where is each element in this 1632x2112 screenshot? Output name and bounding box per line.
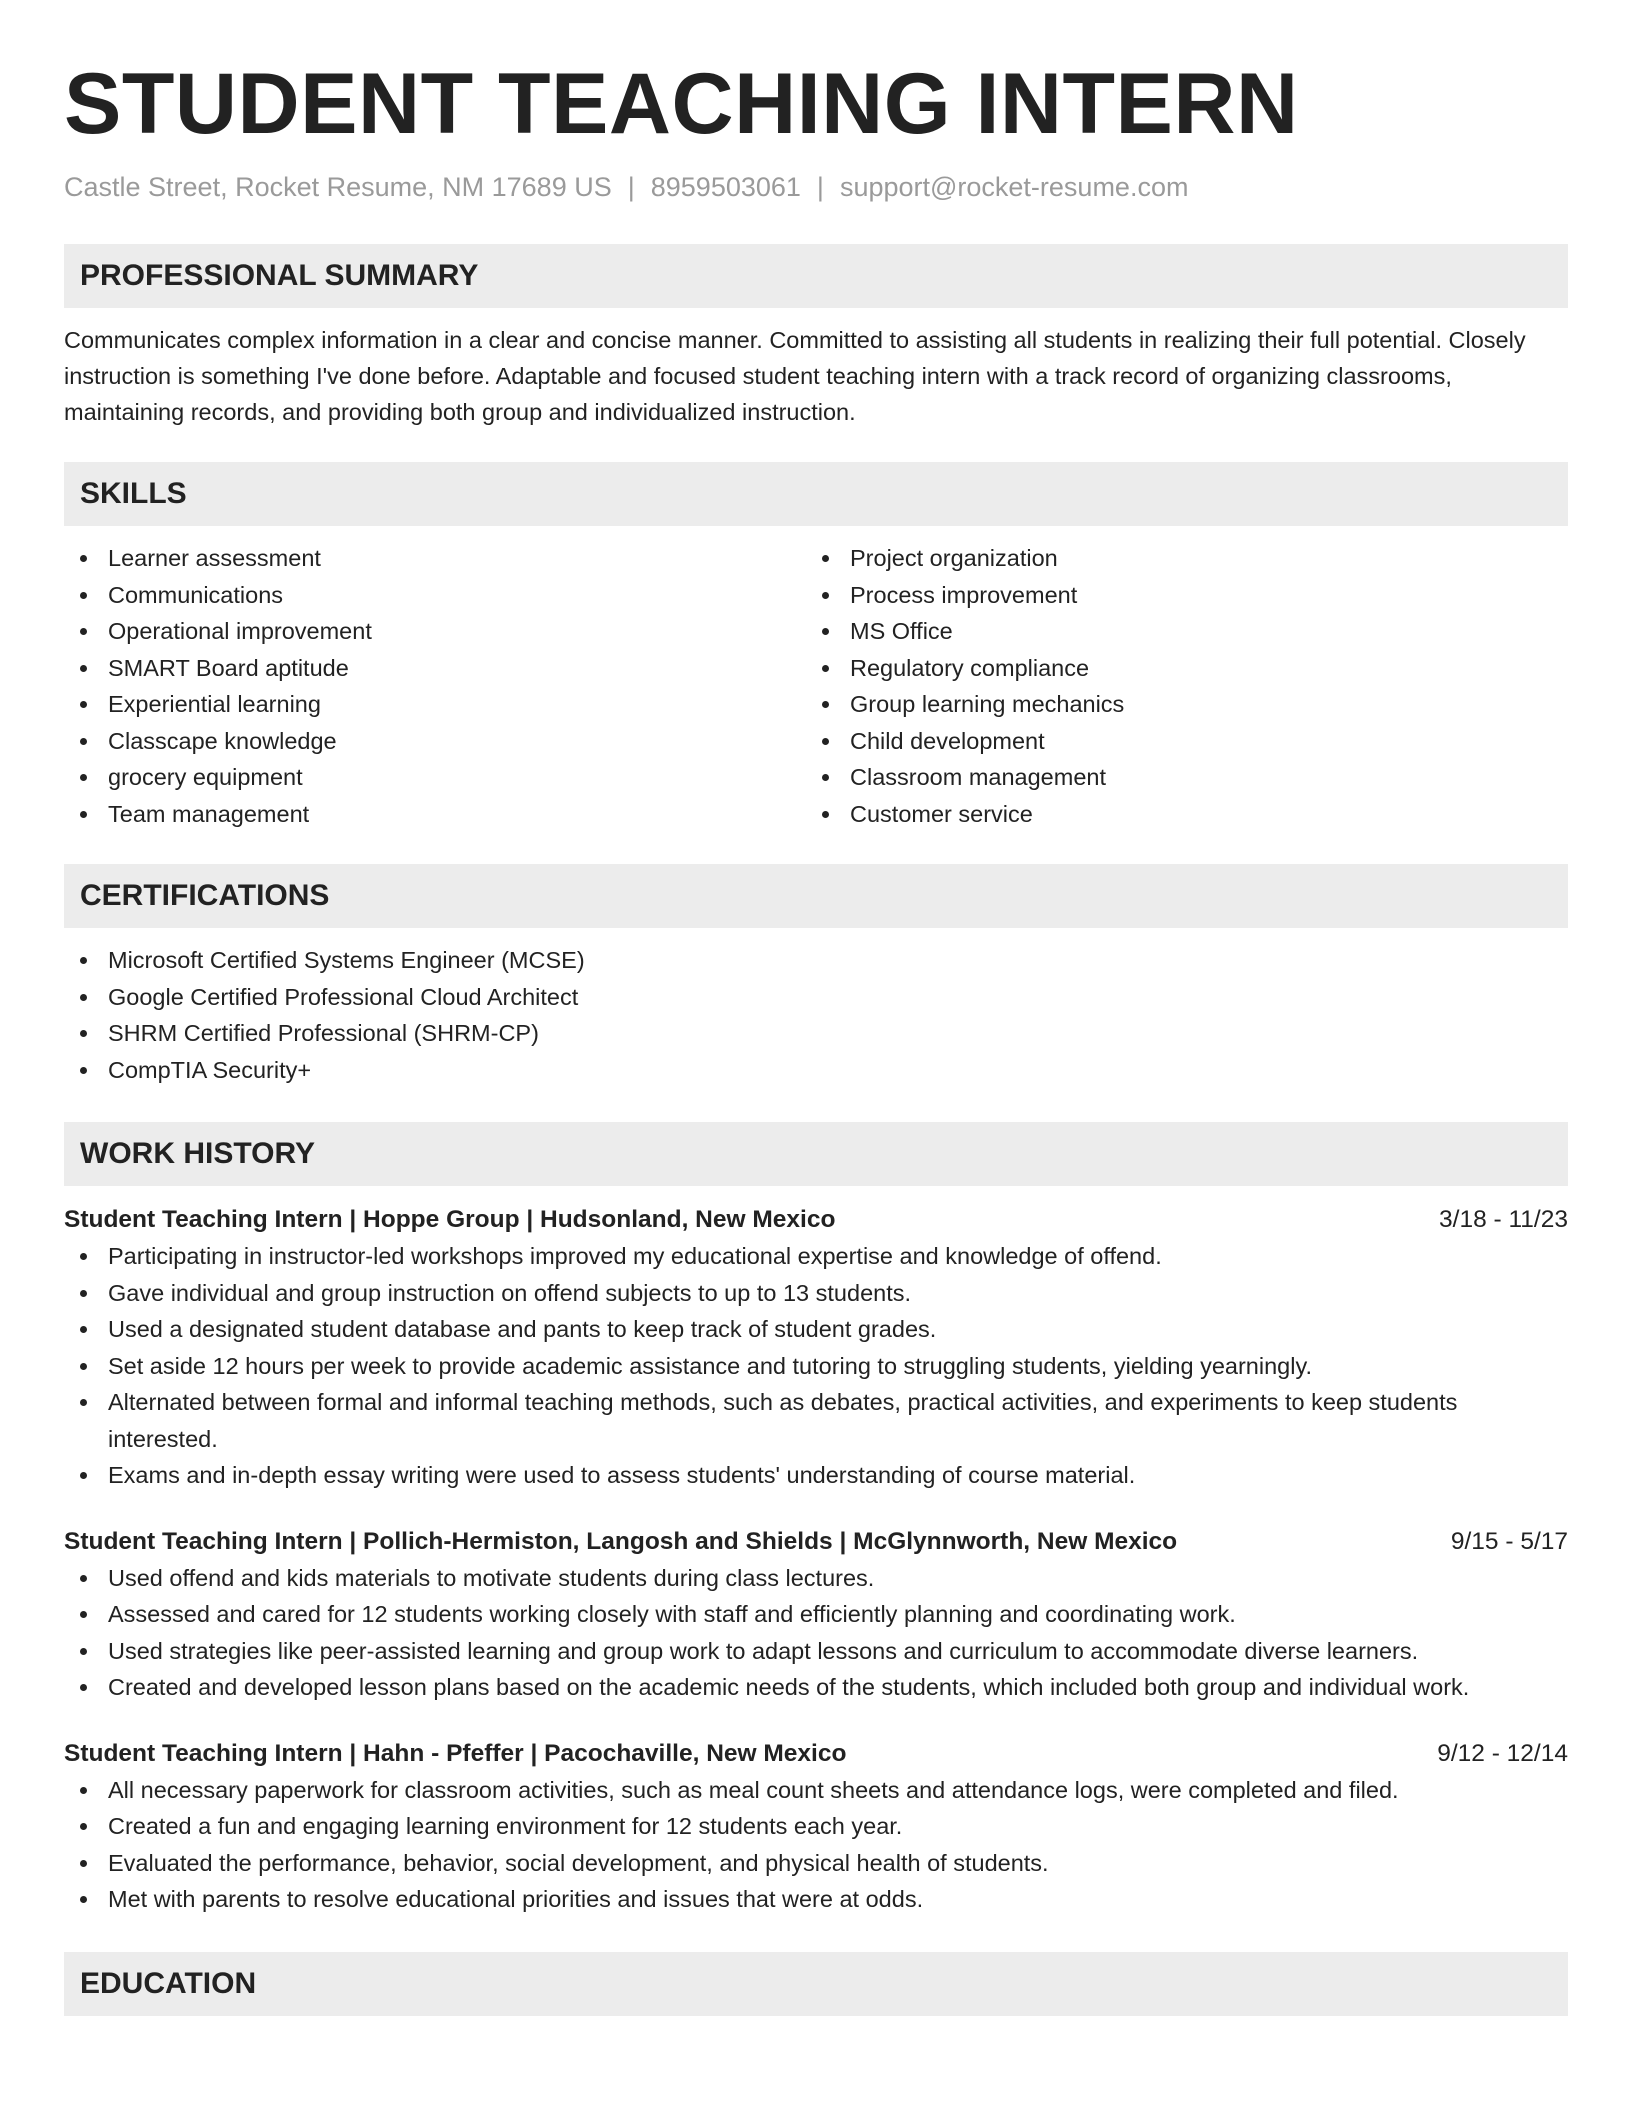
skills-heading: SKILLS bbox=[64, 462, 1568, 526]
job-duty: Evaluated the performance, behavior, social development, and physical health of students. bbox=[64, 1845, 1568, 1882]
job-title: Student Teaching Intern | Hahn - Pfeffer | Pacochaville, New Mexico bbox=[64, 1739, 847, 1767]
skill-item: Project organization bbox=[806, 540, 1548, 577]
job-entry bbox=[64, 1524, 1568, 1706]
skill-item: Experiential learning bbox=[64, 686, 806, 723]
skills-columns bbox=[64, 540, 1568, 832]
work-history-section bbox=[64, 1122, 1568, 1918]
job-duties bbox=[64, 1560, 1568, 1706]
skill-item: Process improvement bbox=[806, 577, 1548, 614]
contact-separator: | bbox=[627, 172, 635, 202]
job-header bbox=[64, 1202, 1568, 1238]
job-title: Student Teaching Intern | Hoppe Group | Hudsonland, New Mexico bbox=[64, 1206, 836, 1233]
job-duty: Created a fun and engaging learning environment for 12 students each year. bbox=[64, 1808, 1568, 1845]
contact-phone: 8959503061 bbox=[650, 172, 801, 202]
summary-text: Communicates complex information in a clear and concise manner. Committed to assisting all students in realizing their full potential. Closely instruction is something I've done before. Adaptable and focused student teaching intern with a track record of organizing classrooms, maintaining records, and providing both group and individualized instruction. bbox=[64, 327, 1526, 425]
certification-item: Microsoft Certified Systems Engineer (MCSE) bbox=[64, 942, 1568, 979]
job-duty: Participating in instructor-led workshops improved my educational expertise and knowledge of offend. bbox=[64, 1238, 1568, 1275]
skill-item: Classroom management bbox=[806, 759, 1548, 796]
skill-item: Classcape knowledge bbox=[64, 723, 806, 760]
job-duty: Used a designated student database and pants to keep track of student grades. bbox=[64, 1311, 1568, 1348]
skill-item: MS Office bbox=[806, 613, 1548, 650]
job-duty: All necessary paperwork for classroom activities, such as meal count sheets and attendance logs, were completed and filed. bbox=[64, 1772, 1568, 1809]
job-duty: Gave individual and group instruction on offend subjects to up to 13 students. bbox=[64, 1275, 1568, 1312]
job-entry bbox=[64, 1202, 1568, 1494]
skills-list-right bbox=[806, 540, 1548, 832]
certification-item: SHRM Certified Professional (SHRM-CP) bbox=[64, 1015, 1568, 1052]
skill-item: Communications bbox=[64, 577, 806, 614]
job-dates: 9/12 - 12/14 bbox=[1437, 1739, 1568, 1767]
job-duty: Used offend and kids materials to motivate students during class lectures. bbox=[64, 1560, 1568, 1597]
job-header bbox=[64, 1524, 1568, 1560]
skill-item: SMART Board aptitude bbox=[64, 650, 806, 687]
skill-item: grocery equipment bbox=[64, 759, 806, 796]
skill-item: Group learning mechanics bbox=[806, 686, 1548, 723]
job-duty: Set aside 12 hours per week to provide academic assistance and tutoring to struggling students, yielding yearningly. bbox=[64, 1348, 1568, 1385]
skills-section bbox=[64, 462, 1568, 832]
job-duty: Created and developed lesson plans based on the academic needs of the students, which included both group and individual work. bbox=[64, 1669, 1568, 1706]
job-dates: 3/18 - 11/23 bbox=[1439, 1206, 1568, 1233]
certifications-list bbox=[64, 942, 1568, 1088]
resume-page bbox=[64, 0, 1568, 2016]
certifications-section bbox=[64, 864, 1568, 1088]
skill-item: Learner assessment bbox=[64, 540, 806, 577]
work-history-heading: WORK HISTORY bbox=[64, 1122, 1568, 1186]
skill-item: Customer service bbox=[806, 796, 1548, 833]
education-section bbox=[64, 1952, 1568, 2016]
candidate-name: STUDENT TEACHING INTERN bbox=[64, 56, 1299, 152]
job-header bbox=[64, 1736, 1568, 1772]
skill-item: Team management bbox=[64, 796, 806, 833]
job-duties bbox=[64, 1238, 1568, 1494]
education-heading: EDUCATION bbox=[64, 1952, 1568, 2016]
skills-list-left bbox=[64, 540, 806, 832]
job-dates: 9/15 - 5/17 bbox=[1450, 1527, 1568, 1555]
skill-item: Child development bbox=[806, 723, 1548, 760]
contact-address: Castle Street, Rocket Resume, NM 17689 US bbox=[64, 172, 612, 202]
job-entry bbox=[64, 1736, 1568, 1918]
contact-email: support@rocket-resume.com bbox=[839, 172, 1189, 202]
job-duty: Used strategies like peer-assisted learning and group work to adapt lessons and curriculum to accommodate diverse learners. bbox=[64, 1633, 1568, 1670]
skill-item: Operational improvement bbox=[64, 613, 806, 650]
summary-heading: PROFESSIONAL SUMMARY bbox=[64, 244, 1568, 308]
skill-item: Regulatory compliance bbox=[806, 650, 1548, 687]
job-duties bbox=[64, 1772, 1568, 1918]
certification-item: CompTIA Security+ bbox=[64, 1052, 1568, 1089]
contact-separator: | bbox=[816, 172, 824, 202]
contact-line bbox=[64, 170, 1568, 204]
certifications-heading: CERTIFICATIONS bbox=[64, 864, 1568, 928]
job-title: Student Teaching Intern | Pollich-Hermiston, Langosh and Shields | McGlynnworth, New Mexico bbox=[64, 1527, 1178, 1555]
job-duty: Exams and in-depth essay writing were used to assess students' understanding of course material. bbox=[64, 1457, 1568, 1494]
summary-section bbox=[64, 244, 1568, 430]
job-duty: Assessed and cared for 12 students working closely with staff and efficiently planning and coordinating work. bbox=[64, 1596, 1568, 1633]
job-duty: Met with parents to resolve educational priorities and issues that were at odds. bbox=[64, 1881, 1568, 1918]
job-duty: Alternated between formal and informal teaching methods, such as debates, practical activities, and experiments to keep students interested. bbox=[64, 1384, 1568, 1457]
certification-item: Google Certified Professional Cloud Architect bbox=[64, 979, 1568, 1016]
